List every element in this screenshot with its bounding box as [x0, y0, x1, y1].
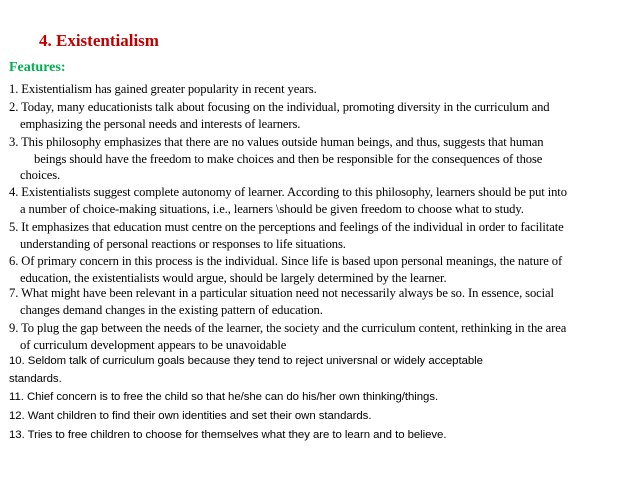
- feature-13-line-1: 13. Tries to free children to choose for themselves what they are to learn and to believe.: [9, 429, 447, 441]
- slide-title: 4. Existentialism: [39, 31, 159, 50]
- feature-4-line-2: a number of choice-making situations, i.e., learners \should be given freedom to choose what to study.: [20, 202, 524, 216]
- feature-12-line-1: 12. Want children to find their own identities and set their own standards.: [9, 410, 372, 422]
- feature-9-line-1: 9. To plug the gap between the needs of the learner, the society and the curriculum content, rethinking in the area: [9, 321, 567, 335]
- feature-7-line-2: changes demand changes in the existing pattern of education.: [20, 303, 323, 317]
- feature-6-line-1: 6. Of primary concern in this process is the individual. Since life is based upon personal meanings, the nature of: [9, 254, 563, 268]
- feature-11-line-1: 11. Chief concern is to free the child so that he/she can do his/her own thinking/things.: [9, 391, 439, 403]
- feature-3-line-1: 3. This philosophy emphasizes that there are no values outside human beings, and thus, suggests that human: [9, 135, 544, 149]
- feature-5-line-2: understanding of personal reactions or responses to life situations.: [20, 237, 346, 251]
- feature-10-line-1: 10. Seldom talk of curriculum goals because they tend to reject universnal or widely acceptable: [9, 355, 483, 367]
- feature-6-line-2: education, the existentialists would argue, should be largely determined by the learner.: [20, 271, 447, 285]
- feature-3-line-3: choices.: [20, 168, 61, 182]
- feature-10-line-2: standards.: [9, 373, 62, 385]
- feature-2-line-2: emphasizing the personal needs and interests of learners.: [20, 117, 301, 131]
- feature-1-line-1: 1. Existentialism has gained greater popularity in recent years.: [9, 82, 317, 96]
- feature-5-line-1: 5. It emphasizes that education must centre on the perceptions and feelings of the individual in order to facilitate: [9, 220, 564, 234]
- features-heading: Features:: [9, 60, 66, 75]
- feature-3-line-2: beings should have the freedom to make choices and then be responsible for the consequences of those: [34, 152, 543, 166]
- feature-4-line-1: 4. Existentialists suggest complete autonomy of learner. According to this philosophy, learners should be put into: [9, 185, 567, 199]
- feature-9-line-2: of curriculum development appears to be unavoidable: [20, 338, 287, 352]
- feature-2-line-1: 2. Today, many educationists talk about focusing on the individual, promoting diversity in the curriculum and: [9, 100, 550, 114]
- feature-7-line-1: 7. What might have been relevant in a particular situation need not necessarily always be so. In essence, social: [9, 286, 554, 300]
